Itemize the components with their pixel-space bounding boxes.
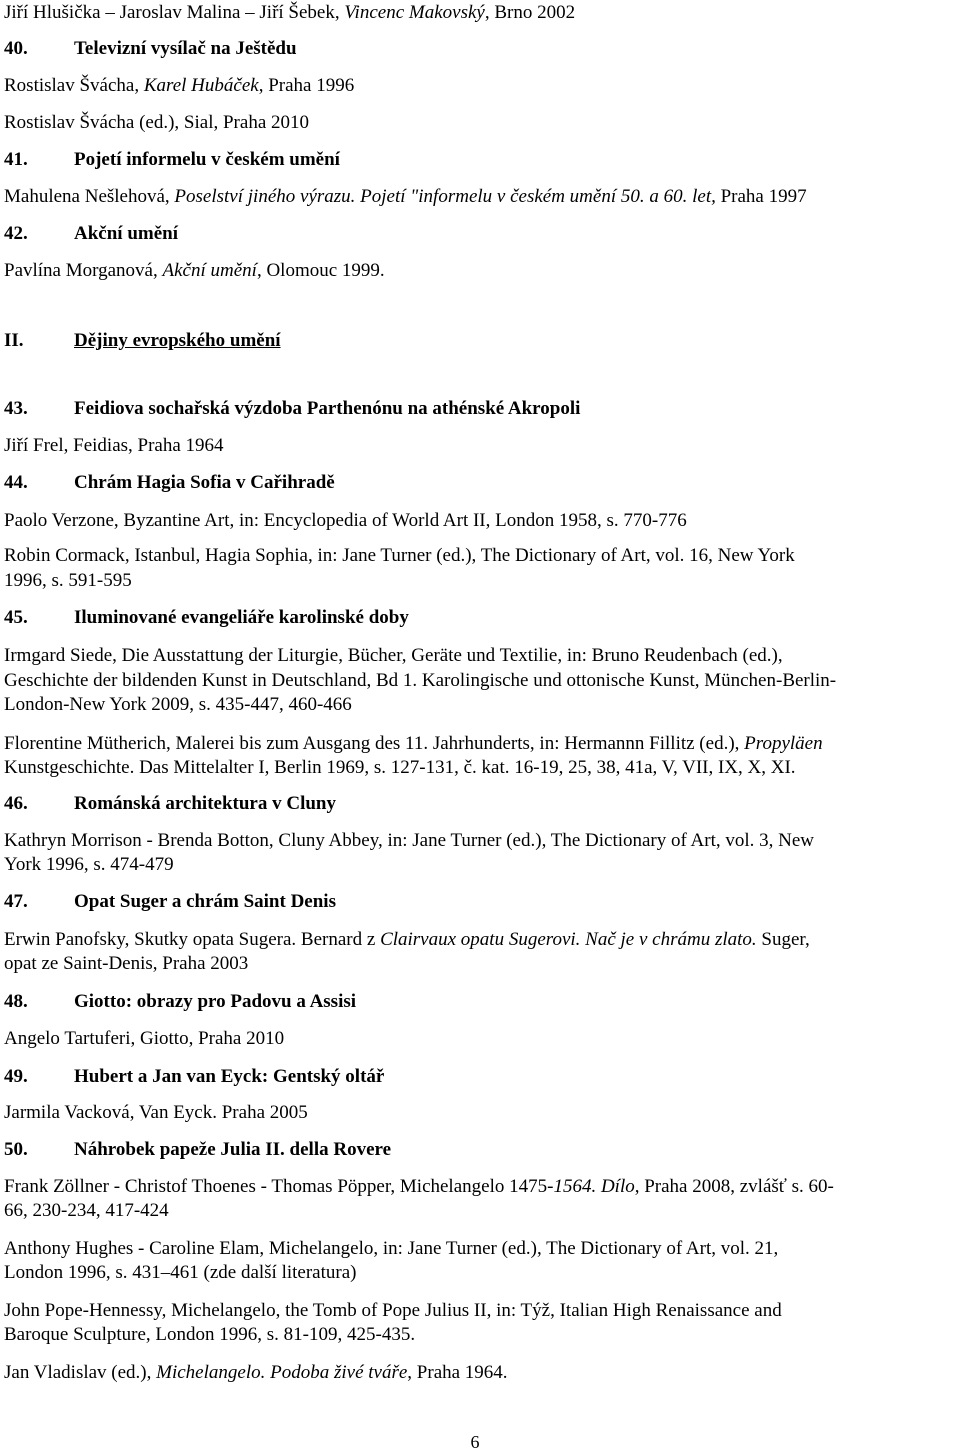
- reference-text: London 1996, s. 431–461 (zde další literatura): [4, 1262, 357, 1283]
- reference-text: , Praha 1996: [258, 75, 355, 96]
- reference-text: Kathryn Morrison - Brenda Botton, Cluny Abbey, in: Jane Turner (ed.), The Dictionary of Art, vol. 3, New: [4, 830, 815, 851]
- item-number: 43.: [4, 398, 28, 419]
- reference-text: Paolo Verzone, Byzantine Art, in: Encyclopedia of World Art II, London 1958, s. 770-776: [4, 510, 687, 531]
- item-number: 49.: [4, 1066, 28, 1087]
- item-heading: [4, 223, 954, 245]
- reference-line: [4, 260, 385, 282]
- reference-text: York 1996, s. 474-479: [4, 854, 174, 875]
- reference-text: Rostislav Švácha,: [4, 75, 144, 96]
- reference-line: [4, 1102, 308, 1124]
- item-title: Románská architektura v Cluny: [74, 793, 336, 814]
- item-heading: [4, 607, 954, 629]
- reference-text: , Praha 2008, zvlášť s. 60-: [634, 1176, 834, 1197]
- item-number: 44.: [4, 472, 28, 493]
- reference-line: [4, 1028, 284, 1050]
- reference-text: Frank Zöllner - Christof Thoenes - Thomas Pöpper, Michelangelo 1475-: [4, 1176, 554, 1197]
- item-heading: [4, 891, 954, 913]
- section-heading: [4, 330, 954, 352]
- reference-line: [4, 694, 352, 716]
- reference-italic-text: 1564. Dílo: [553, 1176, 635, 1197]
- reference-text: opat ze Saint-Denis, Praha 2003: [4, 953, 249, 974]
- item-title: Náhrobek papeže Julia II. della Rovere: [74, 1139, 392, 1160]
- reference-line: [4, 545, 795, 567]
- item-title: Hubert a Jan van Eyck: Gentský oltář: [74, 1066, 385, 1087]
- reference-line: [4, 1200, 169, 1222]
- item-title: Feidiova sochařská výzdoba Parthenónu na athénské Akropoli: [74, 398, 581, 419]
- reference-line: [4, 830, 814, 852]
- item-number: 42.: [4, 223, 28, 244]
- reference-text: Pavlína Morganová,: [4, 260, 163, 281]
- reference-text: Angelo Tartuferi, Giotto, Praha 2010: [4, 1028, 285, 1049]
- reference-text: London-New York 2009, s. 435-447, 460-466: [4, 694, 352, 715]
- item-number: II.: [4, 330, 24, 351]
- page-number: 6: [470, 1432, 480, 1452]
- item-heading: [4, 1139, 954, 1161]
- reference-text: John Pope-Hennessy, Michelangelo, the Tomb of Pope Julius II, in: Týž, Italian High Renaissance and: [4, 1300, 782, 1321]
- reference-line: [4, 733, 823, 755]
- reference-line: [4, 570, 132, 592]
- item-title: Televizní vysílač na Ještědu: [74, 38, 297, 59]
- item-heading: [4, 1066, 954, 1088]
- reference-line: [4, 510, 687, 532]
- reference-text: Suger,: [756, 929, 810, 950]
- reference-text: Kunstgeschichte. Das Mittelalter I, Berlin 1969, s. 127-131, č. kat. 16-19, 25, 38, 41a, V, VII, IX, X, XI.: [4, 757, 796, 778]
- reference-line: [4, 435, 224, 457]
- reference-text: , Olomouc 1999.: [256, 260, 385, 281]
- reference-text: Irmgard Siede, Die Ausstattung der Liturgie, Bücher, Geräte und Textilie, in: Bruno Reudenbach (ed.),: [4, 645, 783, 666]
- reference-line: [4, 2, 575, 24]
- reference-line: [4, 645, 783, 667]
- reference-line: [4, 670, 836, 692]
- reference-line: [4, 953, 248, 975]
- reference-italic-text: Michelangelo. Podoba živé tváře: [156, 1362, 408, 1383]
- reference-line: [4, 186, 807, 208]
- reference-text: Florentine Mütherich, Malerei bis zum Ausgang des 11. Jahrhunderts, in: Hermannn Fillitz (ed.),: [4, 733, 745, 754]
- reference-italic-text: Poselství jiného výrazu. Pojetí "informelu v českém umění 50. a 60. let,: [174, 186, 716, 207]
- reference-line: [4, 1238, 778, 1260]
- item-title: Giotto: obrazy pro Padovu a Assisi: [74, 991, 357, 1012]
- item-title: Iluminované evangeliáře karolinské doby: [74, 607, 409, 628]
- item-title: Opat Suger a chrám Saint Denis: [74, 891, 336, 912]
- reference-text: Erwin Panofsky, Skutky opata Sugera. Bernard z: [4, 929, 381, 950]
- reference-text: Baroque Sculpture, London 1996, s. 81-109, 425-435.: [4, 1324, 416, 1345]
- reference-italic-text: Karel Hubáček: [143, 75, 259, 96]
- item-heading: [4, 398, 954, 420]
- reference-text: Jiří Frel, Feidias, Praha 1964: [4, 435, 224, 456]
- reference-line: [4, 929, 810, 951]
- item-title: Pojetí informelu v českém umění: [74, 149, 340, 170]
- item-title: Dějiny evropského umění: [74, 330, 281, 351]
- reference-text: Rostislav Švácha (ed.), Sial, Praha 2010: [4, 112, 310, 133]
- reference-text: Robin Cormack, Istanbul, Hagia Sophia, in: Jane Turner (ed.), The Dictionary of Art, vol. 16, New York: [4, 545, 795, 566]
- item-number: 45.: [4, 607, 28, 628]
- item-number: 40.: [4, 38, 28, 59]
- reference-text: , Brno 2002: [484, 2, 576, 23]
- reference-text: Jiří Hlušička – Jaroslav Malina – Jiří Šebek,: [4, 2, 345, 23]
- reference-line: [4, 854, 174, 876]
- reference-text: Praha 1997: [715, 186, 807, 207]
- item-title: Chrám Hagia Sofia v Cařihradě: [74, 472, 335, 493]
- item-number: 46.: [4, 793, 28, 814]
- reference-text: 66, 230-234, 417-424: [4, 1200, 169, 1221]
- item-number: 47.: [4, 891, 28, 912]
- item-number: 48.: [4, 991, 28, 1012]
- reference-line: [4, 1324, 415, 1346]
- reference-line: [4, 1176, 834, 1198]
- item-heading: [4, 472, 954, 494]
- reference-text: Mahulena Nešlehová,: [4, 186, 175, 207]
- reference-text: Jarmila Vacková, Van Eyck. Praha 2005: [4, 1102, 308, 1123]
- item-heading: [4, 149, 954, 171]
- reference-line: [4, 1362, 508, 1384]
- reference-line: [4, 1300, 782, 1322]
- reference-italic-text: Propyläen: [744, 733, 823, 754]
- item-heading: [4, 793, 954, 815]
- item-number: 41.: [4, 149, 28, 170]
- reference-italic-text: Clairvaux opatu Sugerovi. Nač je v chrámu zlato.: [380, 929, 757, 950]
- item-heading: [4, 991, 954, 1013]
- item-heading: [4, 38, 954, 60]
- reference-line: [4, 757, 796, 779]
- reference-line: [4, 112, 309, 134]
- reference-text: Anthony Hughes - Caroline Elam, Michelangelo, in: Jane Turner (ed.), The Dictionary of Art, vol. 21,: [4, 1238, 779, 1259]
- item-title: Akční umění: [74, 223, 178, 244]
- reference-text: Geschichte der bildenden Kunst in Deutschland, Bd 1. Karolingische und ottonische Kunst, München-Berlin-: [4, 670, 837, 691]
- reference-italic-text: Vincenc Makovský: [344, 2, 485, 23]
- reference-text: Jan Vladislav (ed.),: [4, 1362, 157, 1383]
- reference-line: [4, 1262, 356, 1284]
- reference-italic-text: Akční umění: [162, 260, 257, 281]
- reference-line: [4, 75, 354, 97]
- reference-text: 1996, s. 591-595: [4, 570, 132, 591]
- item-number: 50.: [4, 1139, 28, 1160]
- reference-text: , Praha 1964.: [407, 1362, 508, 1383]
